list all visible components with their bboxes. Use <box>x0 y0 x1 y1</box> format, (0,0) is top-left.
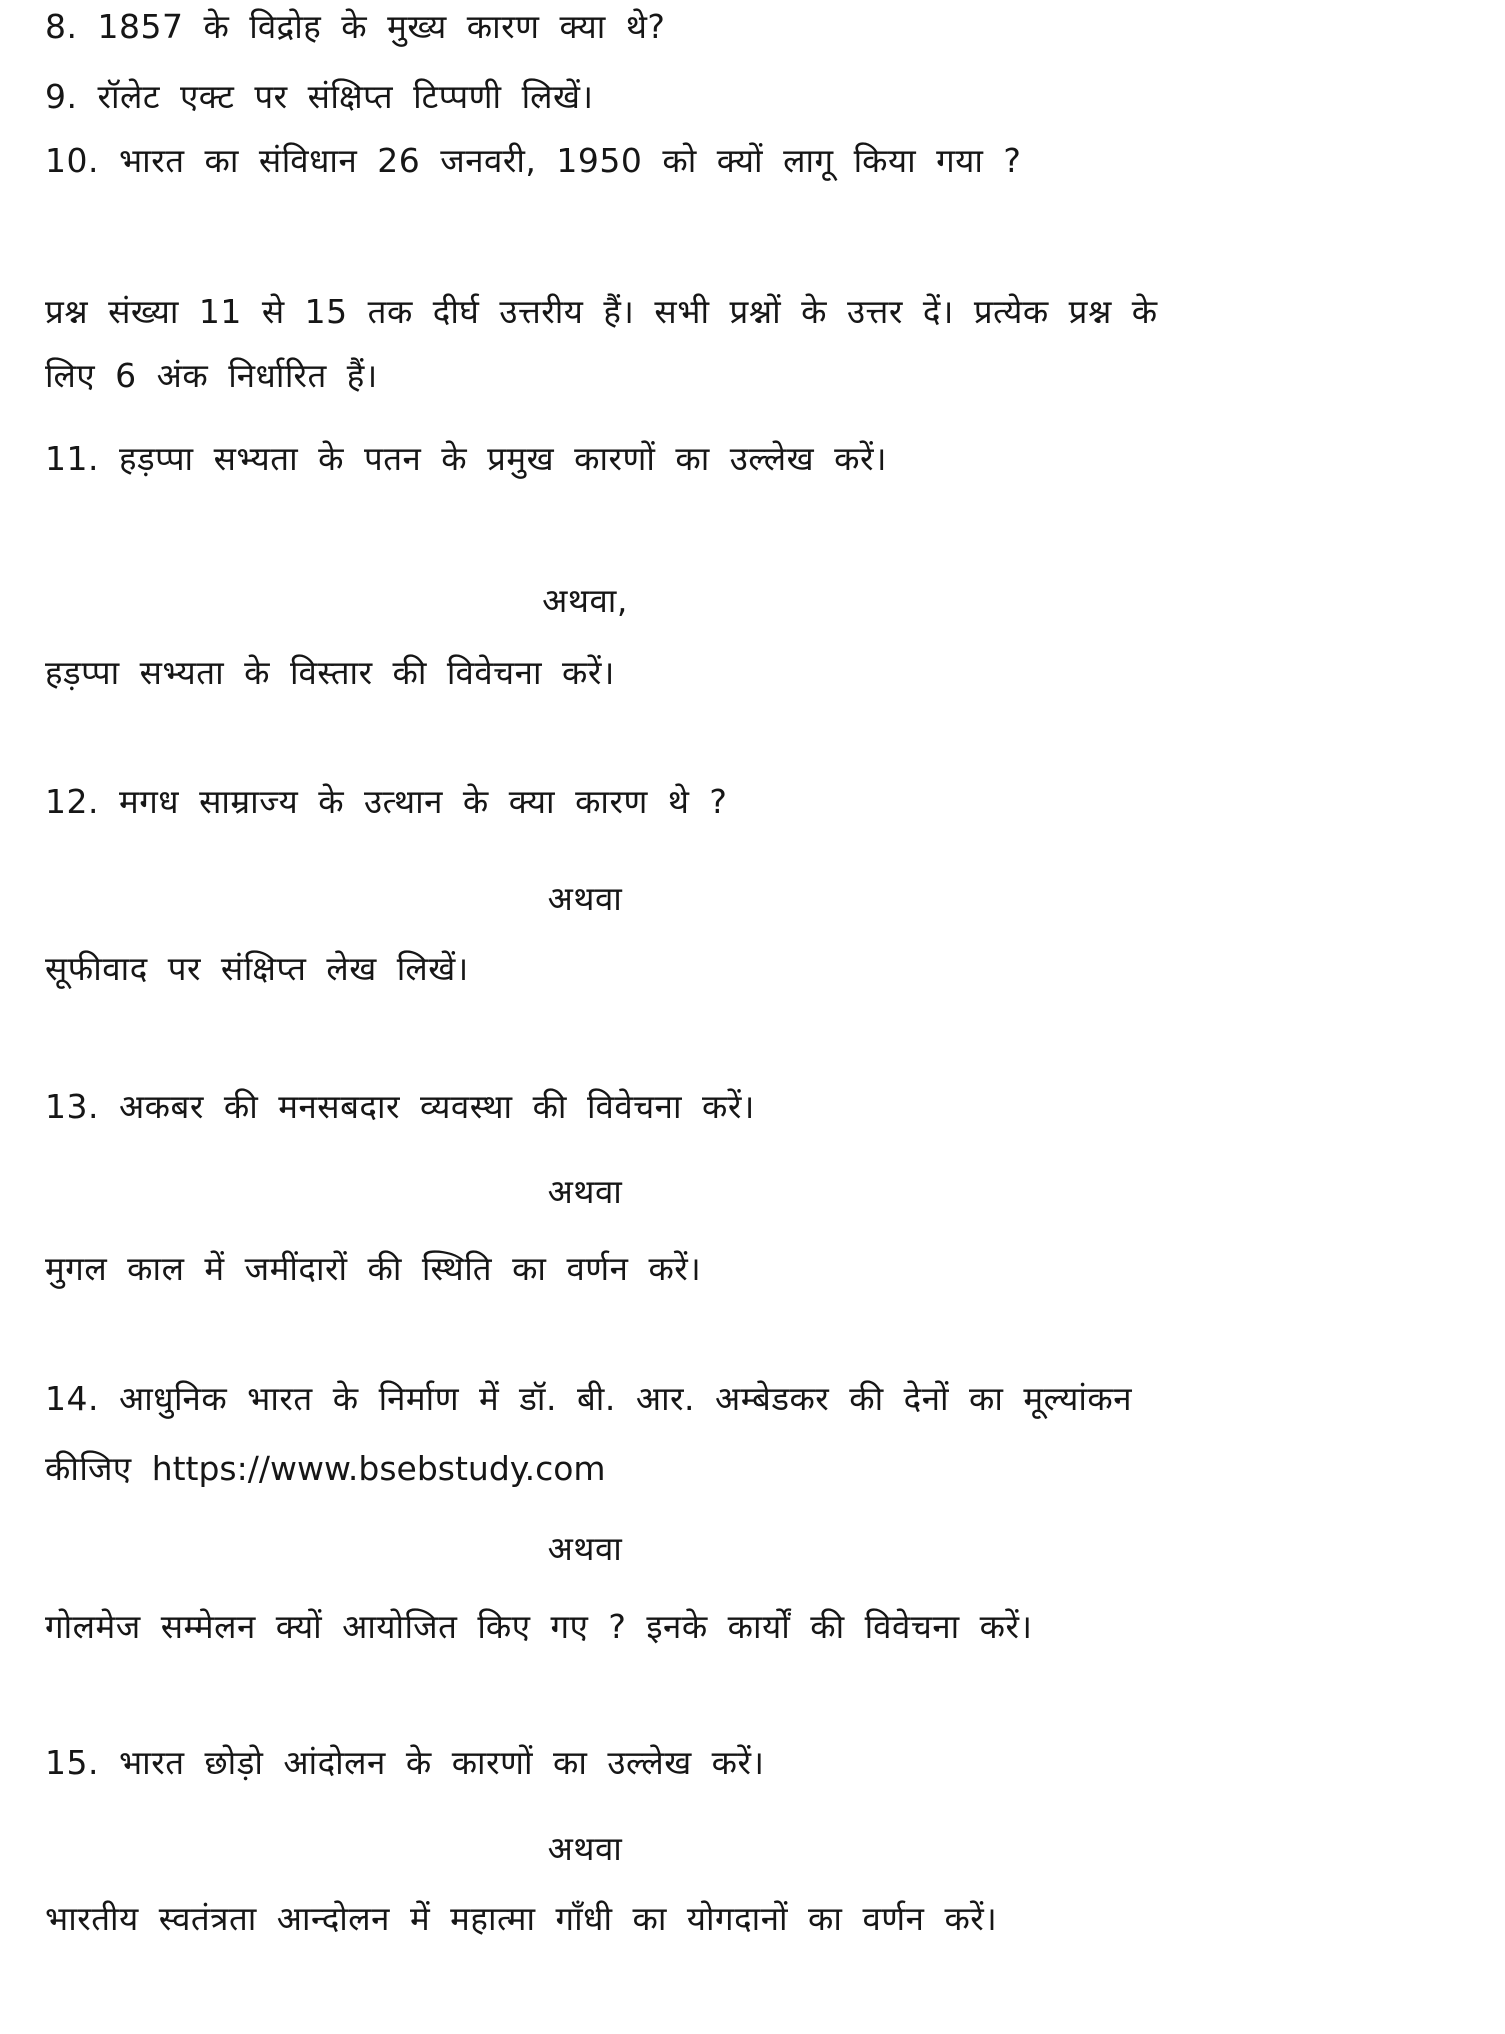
question-14-line2 <box>45 1448 1465 1491</box>
question-12: 12. मगध साम्राज्य के उत्थान के क्या कारण थे ? <box>45 782 728 821</box>
or-label-11: अथवा, <box>542 581 628 620</box>
question-14-alternative: गोलमेज सम्मेलन क्यों आयोजित किए गए ? इनके कार्यों की विवेचना करें। <box>45 1607 1033 1646</box>
question-8: 8. 1857 के विद्रोह के मुख्य कारण क्या थे? <box>45 7 666 46</box>
question-11-alternative: हड़प्पा सभ्यता के विस्तार की विवेचना करें। <box>45 653 615 692</box>
question-14-continuation: कीजिए <box>45 1449 132 1488</box>
or-label-14: अथवा <box>547 1529 623 1568</box>
question-12-alternative: सूफीवाद पर संक्षिप्त लेख लिखें। <box>45 949 469 988</box>
question-13: 13. अकबर की मनसबदार व्यवस्था की विवेचना करें। <box>45 1087 755 1126</box>
question-9: 9. रॉलेट एक्ट पर संक्षिप्त टिप्पणी लिखें। <box>45 77 594 116</box>
bsebstudy-url: https://www.bsebstudy.com <box>151 1449 606 1488</box>
or-label-13: अथवा <box>547 1172 623 1211</box>
question-13-alternative: मुगल काल में जमींदारों की स्थिति का वर्णन करें। <box>45 1249 702 1288</box>
section-instruction-line1: प्रश्न संख्या 11 से 15 तक दीर्घ उत्तरीय हैं। सभी प्रश्नों के उत्तर दें। प्रत्येक प्रश्न के <box>45 292 1158 331</box>
question-14-line1: 14. आधुनिक भारत के निर्माण में डॉ. बी. आर. अम्बेडकर की देनों का मूल्यांकन <box>45 1379 1133 1418</box>
or-label-12: अथवा <box>547 879 623 918</box>
or-label-15: अथवा <box>547 1829 623 1868</box>
question-15: 15. भारत छोड़ो आंदोलन के कारणों का उल्लेख करें। <box>45 1743 765 1782</box>
question-10: 10. भारत का संविधान 26 जनवरी, 1950 को क्यों लागू किया गया ? <box>45 141 1022 180</box>
question-11: 11. हड़प्पा सभ्यता के पतन के प्रमुख कारणों का उल्लेख करें। <box>45 439 887 478</box>
section-instruction-line2: लिए 6 अंक निर्धारित हैं। <box>45 356 378 395</box>
question-15-alternative: भारतीय स्वतंत्रता आन्दोलन में महात्मा गाँधी का योगदानों का वर्णन करें। <box>45 1899 998 1938</box>
